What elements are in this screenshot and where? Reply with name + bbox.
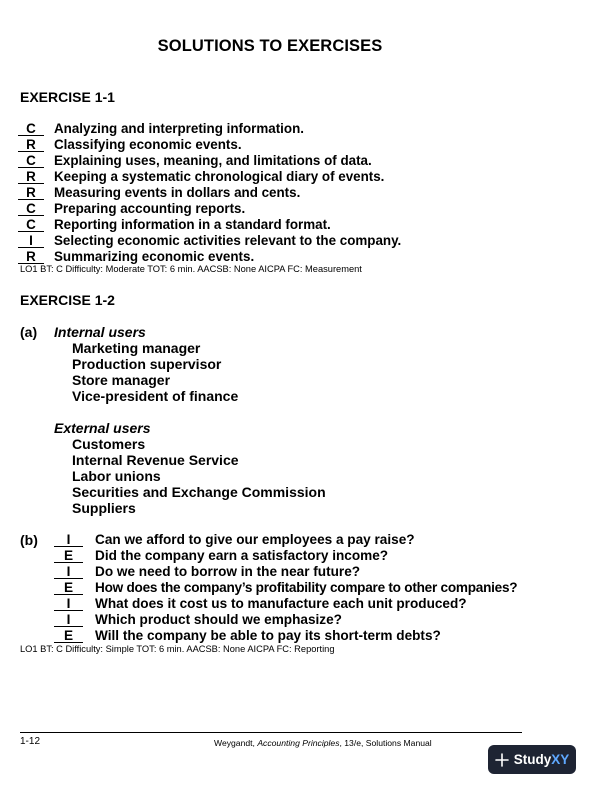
question: How does the company’s profitability compare to other companies? (95, 580, 518, 595)
list-item: Securities and Exchange Commission (72, 484, 326, 500)
footer-citation (214, 738, 432, 748)
list-item (18, 249, 401, 265)
part-a-label: (a) (20, 324, 38, 340)
exercise-1-2-heading: EXERCISE 1-2 (20, 292, 115, 308)
answer-blank: I (18, 233, 44, 248)
list-item (54, 596, 517, 612)
question: What does it cost us to manufacture each unit produced? (95, 596, 467, 611)
footer-divider (20, 732, 522, 733)
statement: Keeping a systematic chronological diary of events. (54, 169, 385, 184)
list-item: Customers (72, 436, 146, 452)
studyxy-badge[interactable] (488, 745, 576, 774)
answer-blank: C (18, 201, 44, 216)
statement: Reporting information in a standard format. (54, 217, 331, 232)
footer-book-title: Accounting Principles (257, 738, 340, 748)
list-item (18, 217, 401, 233)
list-item: Labor unions (72, 468, 161, 484)
answer-blank: R (18, 249, 44, 264)
list-item: Internal Revenue Service (72, 452, 239, 468)
statement: Explaining uses, meaning, and limitations of data. (54, 153, 372, 168)
list-item (54, 548, 517, 564)
answer-blank: I (54, 596, 83, 611)
footer-edition: , 13/e, Solutions Manual (339, 738, 432, 748)
list-item (54, 612, 517, 628)
internal-users-title: Internal users (54, 324, 146, 340)
list-item (54, 532, 517, 548)
list-item (18, 185, 401, 201)
statement: Selecting economic activities relevant to the company. (54, 233, 402, 248)
answer-blank: E (54, 580, 83, 595)
list-item (18, 153, 401, 169)
statement: Summarizing economic events. (54, 249, 255, 264)
question: Do we need to borrow in the near future? (95, 564, 361, 579)
statement: Classifying economic events. (54, 137, 242, 152)
statement: Preparing accounting reports. (54, 201, 246, 216)
list-item (18, 169, 401, 185)
list-item (18, 121, 401, 137)
list-item (18, 233, 401, 249)
list-item (18, 137, 401, 153)
answer-blank: I (54, 564, 83, 579)
answer-blank: I (54, 612, 83, 627)
answer-blank: R (18, 137, 44, 152)
statement: Analyzing and interpreting information. (54, 121, 304, 136)
list-item: Vice-president of finance (72, 388, 239, 404)
list-item (54, 580, 517, 596)
list-item (18, 201, 401, 217)
page-title: SOLUTIONS TO EXERCISES (157, 37, 383, 55)
exercise-1-2-meta: LO1 BT: C Difficulty: Simple TOT: 6 min. AACSB: None AICPA FC: Reporting (20, 644, 335, 654)
external-users-list (72, 436, 326, 516)
answer-blank: C (18, 121, 44, 136)
part-b-label: (b) (20, 532, 38, 548)
badge-brand-suffix: XY (551, 752, 570, 767)
answer-blank: E (54, 548, 83, 563)
list-item (54, 564, 517, 580)
list-item: Store manager (72, 372, 171, 388)
exercise-1-1-list (18, 121, 401, 265)
part-b-questions (54, 532, 517, 644)
badge-brand: Study (513, 752, 552, 767)
answer-blank: E (54, 628, 83, 643)
internal-users-list (72, 340, 238, 404)
plus-icon (495, 753, 509, 767)
list-item: Production supervisor (72, 356, 222, 372)
list-item: Marketing manager (72, 340, 201, 356)
answer-blank: C (18, 153, 44, 168)
answer-blank: R (18, 185, 44, 200)
external-users-title: External users (54, 420, 151, 436)
question: Will the company be able to pay its short-term debts? (95, 628, 441, 643)
page-number: 1-12 (20, 736, 41, 747)
exercise-1-1-heading: EXERCISE 1-1 (20, 89, 115, 105)
list-item (54, 628, 517, 644)
exercise-1-1-meta: LO1 BT: C Difficulty: Moderate TOT: 6 min. AACSB: None AICPA FC: Measurement (20, 264, 362, 274)
answer-blank: I (54, 532, 83, 547)
question: Did the company earn a satisfactory income? (95, 548, 389, 563)
footer-author: Weygandt, (214, 738, 258, 748)
answer-blank: R (18, 169, 44, 184)
question: Which product should we emphasize? (95, 612, 342, 627)
answer-blank: C (18, 217, 44, 232)
statement: Measuring events in dollars and cents. (54, 185, 301, 200)
question: Can we afford to give our employees a pay raise? (95, 532, 415, 547)
list-item: Suppliers (72, 500, 136, 516)
